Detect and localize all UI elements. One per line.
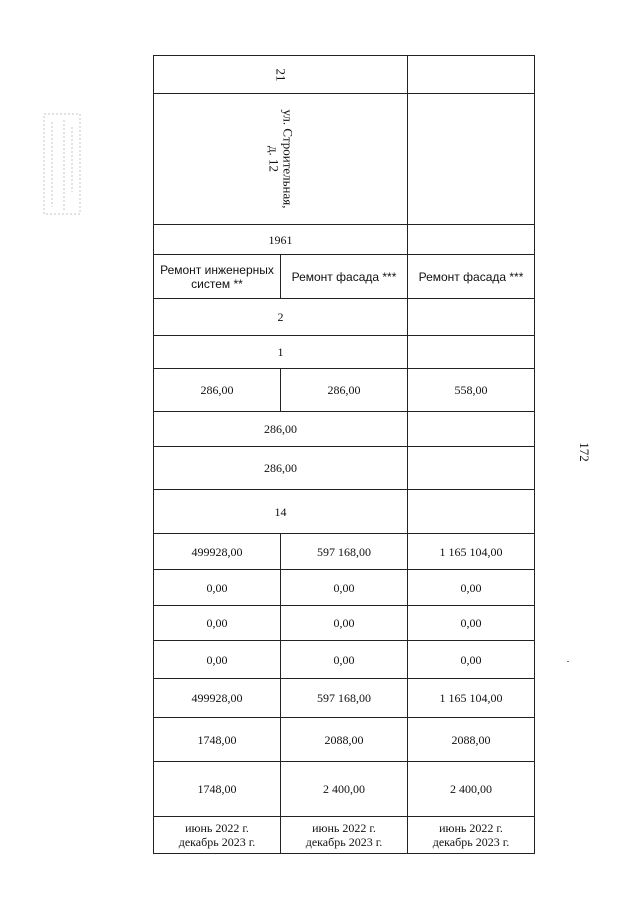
table-row [154, 225, 535, 255]
deadline-end: декабрь 2023 г. [432, 835, 510, 849]
table-row [154, 447, 535, 490]
table-row [154, 679, 535, 718]
work-type-cell: Ремонт инженерных систем ** [154, 255, 281, 299]
empty-cell [408, 336, 535, 369]
address-cell [154, 94, 408, 225]
area-cell: 286,00 [154, 369, 281, 412]
unit-cost-limit-cell: 2 400,00 [408, 762, 535, 817]
table-row [154, 56, 535, 94]
table-row [154, 369, 535, 412]
deadline-cell [408, 817, 535, 854]
table-row [154, 490, 535, 534]
unit-cost-limit-cell: 2 400,00 [281, 762, 408, 817]
table-row [154, 94, 535, 225]
empty-cell [408, 94, 535, 225]
area-living-cell: 286,00 [154, 447, 408, 490]
fund-cell: 597 168,00 [281, 679, 408, 718]
deadline-cell [281, 817, 408, 854]
entrances-cell: 1 [154, 336, 408, 369]
fund-cell: 0,00 [154, 606, 281, 641]
empty-cell [408, 412, 535, 447]
faint-stamp-icon [42, 112, 82, 222]
work-type-cell: Ремонт фасада *** [281, 255, 408, 299]
empty-cell [408, 447, 535, 490]
fund-cell: 0,00 [154, 570, 281, 606]
unit-cost-limit-cell: 1748,00 [154, 762, 281, 817]
cost-cell: 597 168,00 [281, 534, 408, 570]
table-row [154, 534, 535, 570]
unit-cost-cell: 2088,00 [408, 718, 535, 762]
work-type-cell: Ремонт фасада *** [408, 255, 535, 299]
table-row [154, 762, 535, 817]
empty-cell [408, 56, 535, 94]
table-row [154, 336, 535, 369]
area-total-cell: 286,00 [154, 412, 408, 447]
row-number: 21 [273, 68, 289, 81]
table-row [154, 817, 535, 854]
unit-cost-cell: 2088,00 [281, 718, 408, 762]
unit-cost-cell: 1748,00 [154, 718, 281, 762]
fund-cell: 0,00 [154, 641, 281, 679]
fund-cell: 0,00 [281, 641, 408, 679]
area-cell: 286,00 [281, 369, 408, 412]
fund-cell: 0,00 [281, 606, 408, 641]
page-number: 172 [576, 442, 592, 462]
empty-cell [408, 299, 535, 336]
address: ул. Строительная, д. 12 [266, 109, 296, 209]
deadline-start: июнь 2022 г. [312, 821, 376, 835]
table-row [154, 641, 535, 679]
scan-speck [567, 661, 569, 662]
table-row [154, 299, 535, 336]
deadline-cell [154, 817, 281, 854]
deadline-end: декабрь 2023 г. [178, 835, 256, 849]
empty-cell [408, 225, 535, 255]
cost-cell: 1 165 104,00 [408, 534, 535, 570]
deadline-start: июнь 2022 г. [185, 821, 249, 835]
fund-cell: 0,00 [408, 641, 535, 679]
fund-cell: 0,00 [281, 570, 408, 606]
area-cell: 558,00 [408, 369, 535, 412]
fund-cell: 1 165 104,00 [408, 679, 535, 718]
fund-cell: 499928,00 [154, 679, 281, 718]
table-row [154, 570, 535, 606]
fund-cell: 0,00 [408, 570, 535, 606]
row-number-cell [154, 56, 408, 94]
residents-cell: 14 [154, 490, 408, 534]
table-row [154, 718, 535, 762]
floors-cell: 2 [154, 299, 408, 336]
table-row [154, 412, 535, 447]
repair-program-table [153, 55, 535, 854]
table-row [154, 606, 535, 641]
deadline-start: июнь 2022 г. [439, 821, 503, 835]
deadline-end: декабрь 2023 г. [305, 835, 383, 849]
cost-cell: 499928,00 [154, 534, 281, 570]
year-cell: 1961 [154, 225, 408, 255]
fund-cell: 0,00 [408, 606, 535, 641]
table-row [154, 255, 535, 299]
empty-cell [408, 490, 535, 534]
